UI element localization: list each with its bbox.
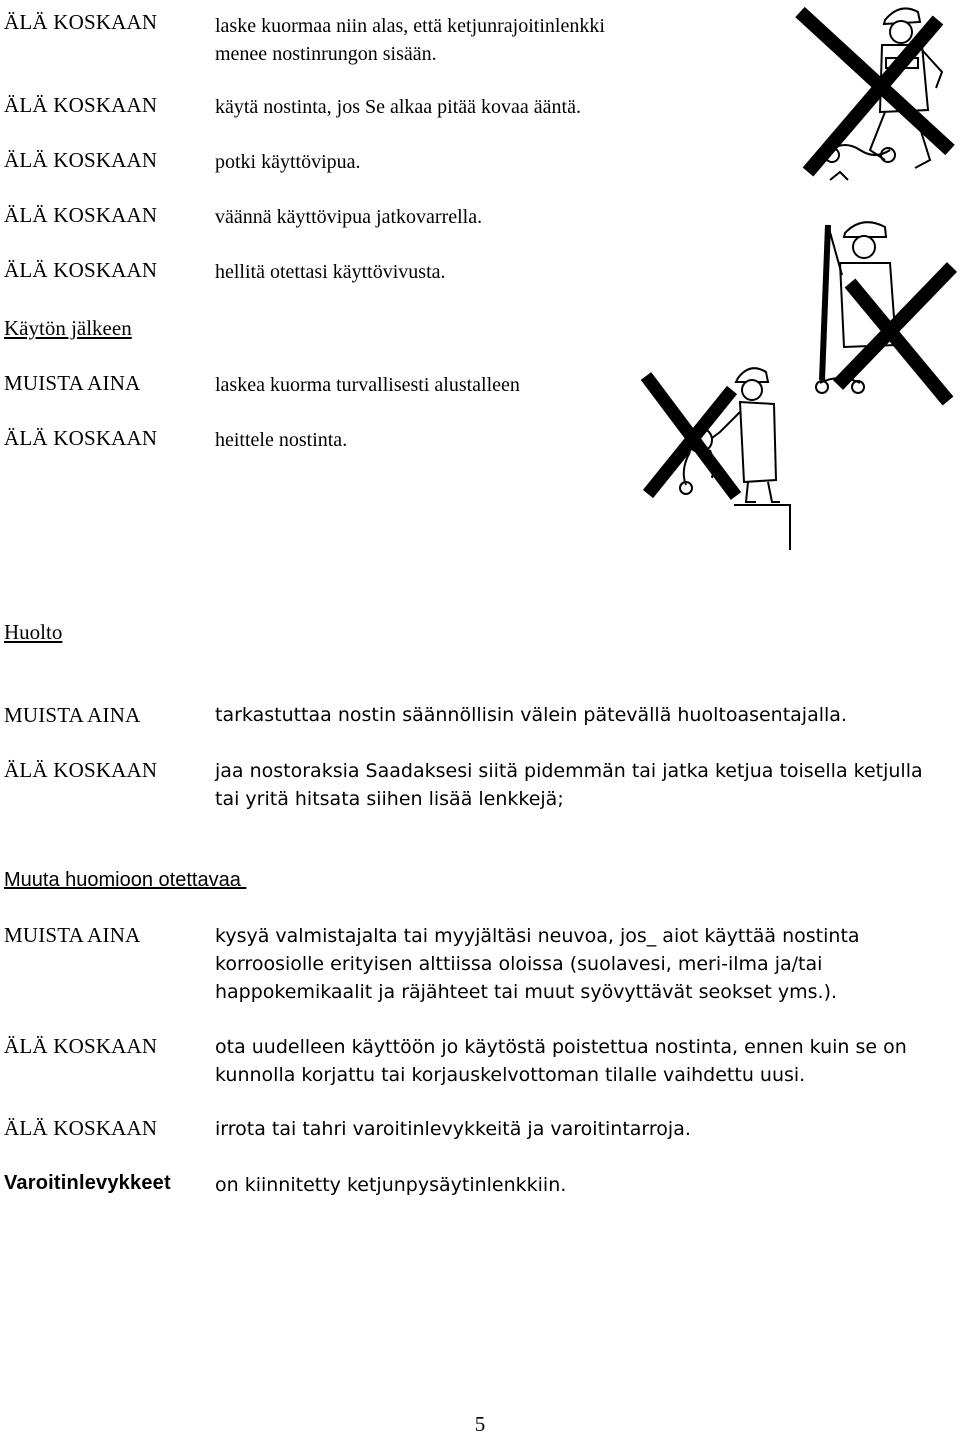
worker-kicking-lever-crossed-icon [790, 0, 960, 200]
keyword-label: ÄLÄ KOSKAAN [4, 93, 158, 117]
section-heading-maintenance: Huolto [4, 620, 63, 644]
instruction-text: laskea kuorma turvallisesti alustalleen [215, 374, 520, 396]
keyword-label: MUISTA AINA [4, 703, 141, 727]
keyword-label: ÄLÄ KOSKAAN [4, 148, 158, 172]
instruction-text: kysyä valmistajalta tai myyjältäsi neuvoa, jos_ aiot käyttää nostinta korroosiolle erityisen alttiissa oloissa (suolavesi, meri-ilma ja/tai happokemikaalit ja räjähteet tai muut syövyttävät seokset yms.). [215, 925, 860, 1003]
instruction-text: hellitä otettasi käyttövivusta. [215, 261, 446, 283]
instruction-text: laske kuormaa niin alas, että ketjunrajoitinlenkki menee nostinrungon sisään. [215, 15, 605, 65]
keyword-label: ÄLÄ KOSKAAN [4, 203, 158, 227]
worker-throwing-hoist-crossed-icon [640, 360, 800, 550]
section-heading-other-notes: Muuta huomioon otettavaa [4, 869, 247, 891]
keyword-label-warning-plates: Varoitinlevykkeet [4, 1172, 171, 1194]
instruction-text: heittele nostinta. [215, 429, 348, 451]
keyword-label: ÄLÄ KOSKAAN [4, 258, 158, 282]
keyword-label: MUISTA AINA [4, 923, 141, 947]
keyword-label: ÄLÄ KOSKAAN [4, 426, 158, 450]
instruction-text: on kiinnitetty ketjunpysäytinlenkkiin. [215, 1174, 567, 1196]
worker-with-extension-bar-crossed-icon [800, 205, 960, 410]
keyword-label: ÄLÄ KOSKAAN [4, 1034, 158, 1058]
keyword-label: MUISTA AINA [4, 371, 141, 395]
page-number: 5 [474, 1412, 486, 1436]
instruction-text: ota uudelleen käyttöön jo käytöstä poistettua nostinta, ennen kuin se on kunnolla korjattu tai korjauskelvottoman tilalle vaihdettu uusi. [215, 1036, 907, 1086]
instruction-text: jaa nostoraksia Saadaksesi siitä pidemmän tai jatka ketjua toisella ketjulla tai yritä hitsata siihen lisää lenkkejä; [215, 760, 923, 810]
instruction-text: irrota tai tahri varoitinlevykkeitä ja varoitintarroja. [215, 1118, 691, 1140]
keyword-label: ÄLÄ KOSKAAN [4, 10, 158, 34]
instruction-text: väännä käyttövipua jatkovarrella. [215, 206, 483, 228]
instruction-text: käytä nostinta, jos Se alkaa pitää kovaa ääntä. [215, 96, 581, 118]
instruction-text: tarkastuttaa nostin säännöllisin välein pätevällä huoltoasentajalla. [215, 704, 847, 726]
keyword-label: ÄLÄ KOSKAAN [4, 758, 158, 782]
keyword-label: ÄLÄ KOSKAAN [4, 1116, 158, 1140]
instruction-text: potki käyttövipua. [215, 151, 361, 173]
section-heading-after-use: Käytön jälkeen [4, 316, 132, 340]
